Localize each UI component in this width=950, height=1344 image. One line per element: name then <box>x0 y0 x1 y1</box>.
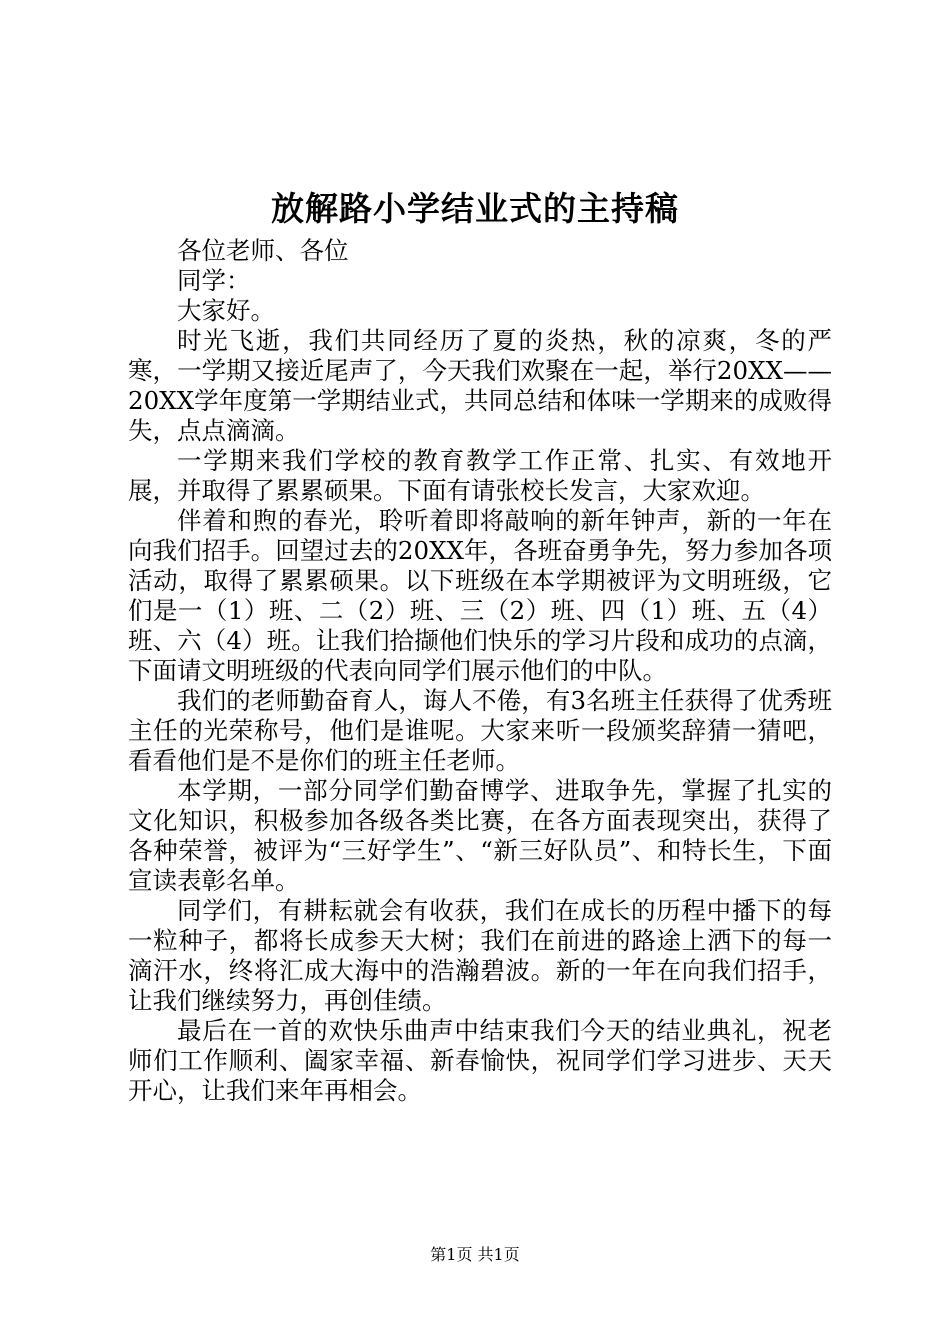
paragraph-greeting-3: 大家好。 <box>177 296 275 325</box>
paragraph-closing: 最后在一首的欢快乐曲声中结束我们今天的结业典礼，祝老师们工作顺利、阖家幸福、新春愉快，祝同学们学习进步、天天开心，让我们来年再相会。 <box>128 1016 832 1105</box>
paragraph-encouragement: 同学们，有耕耘就会有收获，我们在成长的历程中播下的每一粒种子，都将长成参天大树；我们在前进的路途上洒下的每一滴汗水，终将汇成大海中的浩瀚碧波。新的一年在向我们招手，让我们继续努力，再创佳绩。 <box>128 896 832 1015</box>
paragraph-greeting-2: 同学： <box>177 266 251 295</box>
paragraph-students-honors: 本学期，一部分同学们勤奋博学、进取争先，掌握了扎实的文化知识，积极参加各级各类比赛，在各方面表现突出，获得了各种荣誉，被评为“三好学生”、“新三好队员”、和特长生，下面宣读表彰名单。 <box>128 776 832 895</box>
paragraph-principal: 一学期来我们学校的教育教学工作正常、扎实、有效地开展，并取得了累累硕果。下面有请张校长发言，大家欢迎。 <box>128 446 832 505</box>
paragraph-civilized-classes: 伴着和煦的春光，聆听着即将敲响的新年钟声，新的一年在向我们招手。回望过去的20XX年，各班奋勇争先，努力参加各项活动，取得了累累硕果。以下班级在本学期被评为文明班级，它们是一（1）班、二（2）班、三（2）班、四（1）班、五（4）班、六（4）班。让我们拾撷他们快乐的学习片段和成功的点滴，下面请文明班级的代表向同学们展示他们的中队。 <box>128 506 832 685</box>
document-title: 放解路小学结业式的主持稿 <box>271 189 679 228</box>
page-footer: 第1页 共1页 <box>430 1245 520 1264</box>
document-body <box>128 236 832 1106</box>
paragraph-opening: 时光飞逝，我们共同经历了夏的炎热，秋的凉爽，冬的严寒，一学期又接近尾声了，今天我们欢聚在一起，举行20XX——20XX学年度第一学期结业式，共同总结和体味一学期来的成败得失，点点滴滴。 <box>128 326 832 445</box>
paragraph-greeting-1: 各位老师、各位 <box>177 236 349 265</box>
paragraph-teachers: 我们的老师勤奋育人，诲人不倦，有3名班主任获得了优秀班主任的光荣称号，他们是谁呢。大家来听一段颁奖辞猜一猜吧，看看他们是不是你们的班主任老师。 <box>128 686 832 775</box>
